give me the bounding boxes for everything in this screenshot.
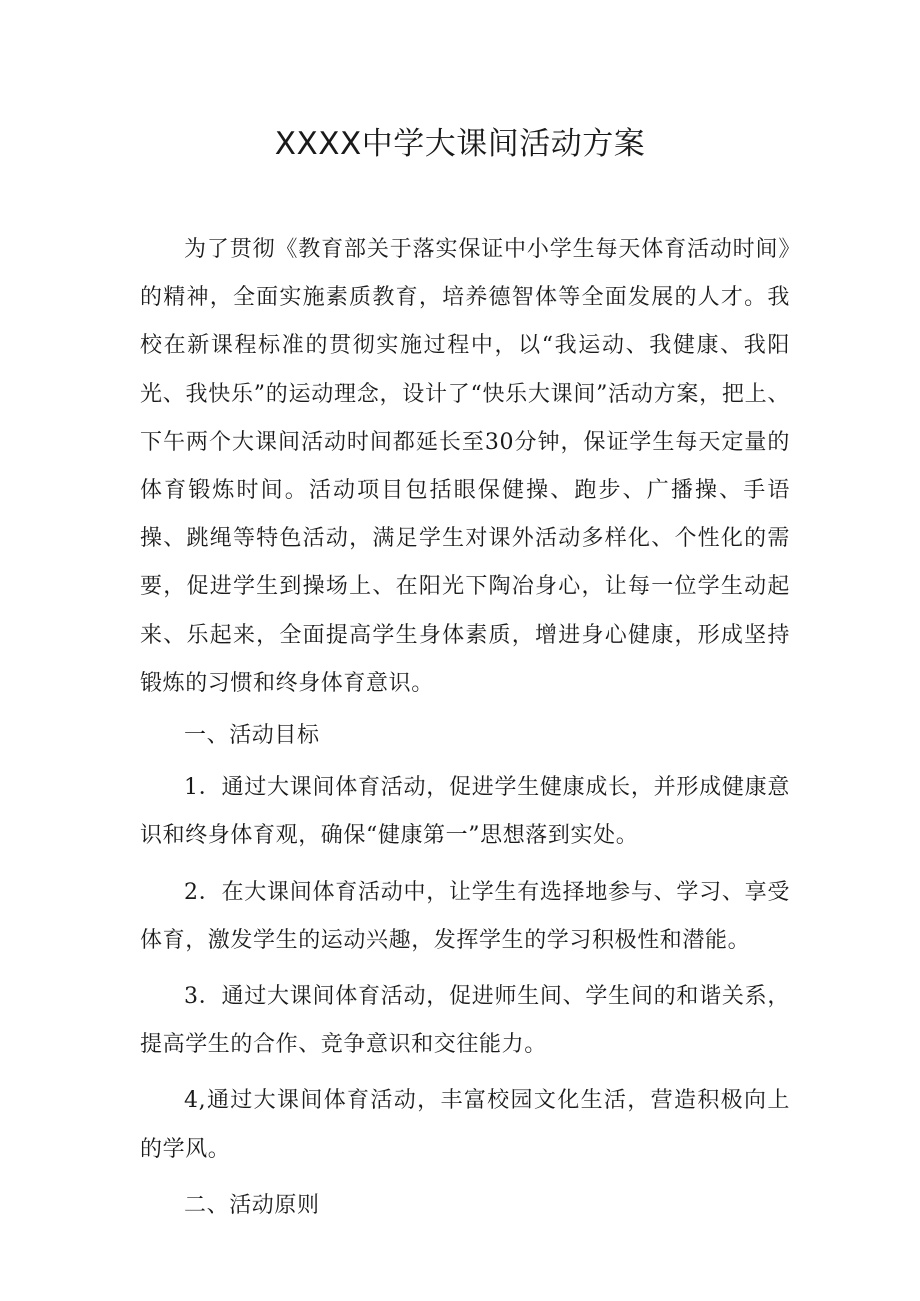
intro-paragraph: 为了贯彻《教育部关于落实保证中小学生每天体育活动时间》的精神，全面实施素质教育，培养德智体等全面发展的人才。我校在新课程标准的贯彻实施过程中，以“我运动、我健康、我阳光、我快乐”的运动理念，设计了“快乐大课间”活动方案，把上、下午两个大课间活动时间都延长至30分钟，保证学生每天定量的体育锻炼时间。活动项目包括眼保健操、跑步、广播操、手语操、跳绳等特色活动，满足学生对课外活动多样化、个性化的需要，促进学生到操场上、在阳光下陶冶身心，让每一位学生动起来、乐起来，全面提高学生身体素质，增进身心健康，形成坚持锻炼的习惯和终身体育意识。 — [140, 237, 790, 696]
goal-item-4: 4,通过大课间体育活动，丰富校园文化生活，营造积极向上的学风。 — [140, 1088, 790, 1162]
goal-item-3: 3．通过大课间体育活动，促进师生间、学生间的和谐关系，提高学生的合作、竞争意识和交往能力。 — [140, 984, 790, 1058]
document-body — [140, 226, 790, 1230]
section-heading-goals: 一、活动目标 — [184, 723, 320, 749]
document-title: XXXX中学大课间活动方案 — [274, 126, 646, 162]
goal-item-2: 2．在大课间体育活动中，让学生有选择地参与、学习、享受体育，激发学生的运动兴趣，发挥学生的学习积极性和潜能。 — [140, 879, 790, 953]
section-heading-principles: 二、活动原则 — [184, 1192, 320, 1218]
goal-item-1: 1．通过大课间体育活动，促进学生健康成长，并形成健康意识和终身体育观，确保“健康第一”思想落到实处。 — [140, 775, 790, 849]
